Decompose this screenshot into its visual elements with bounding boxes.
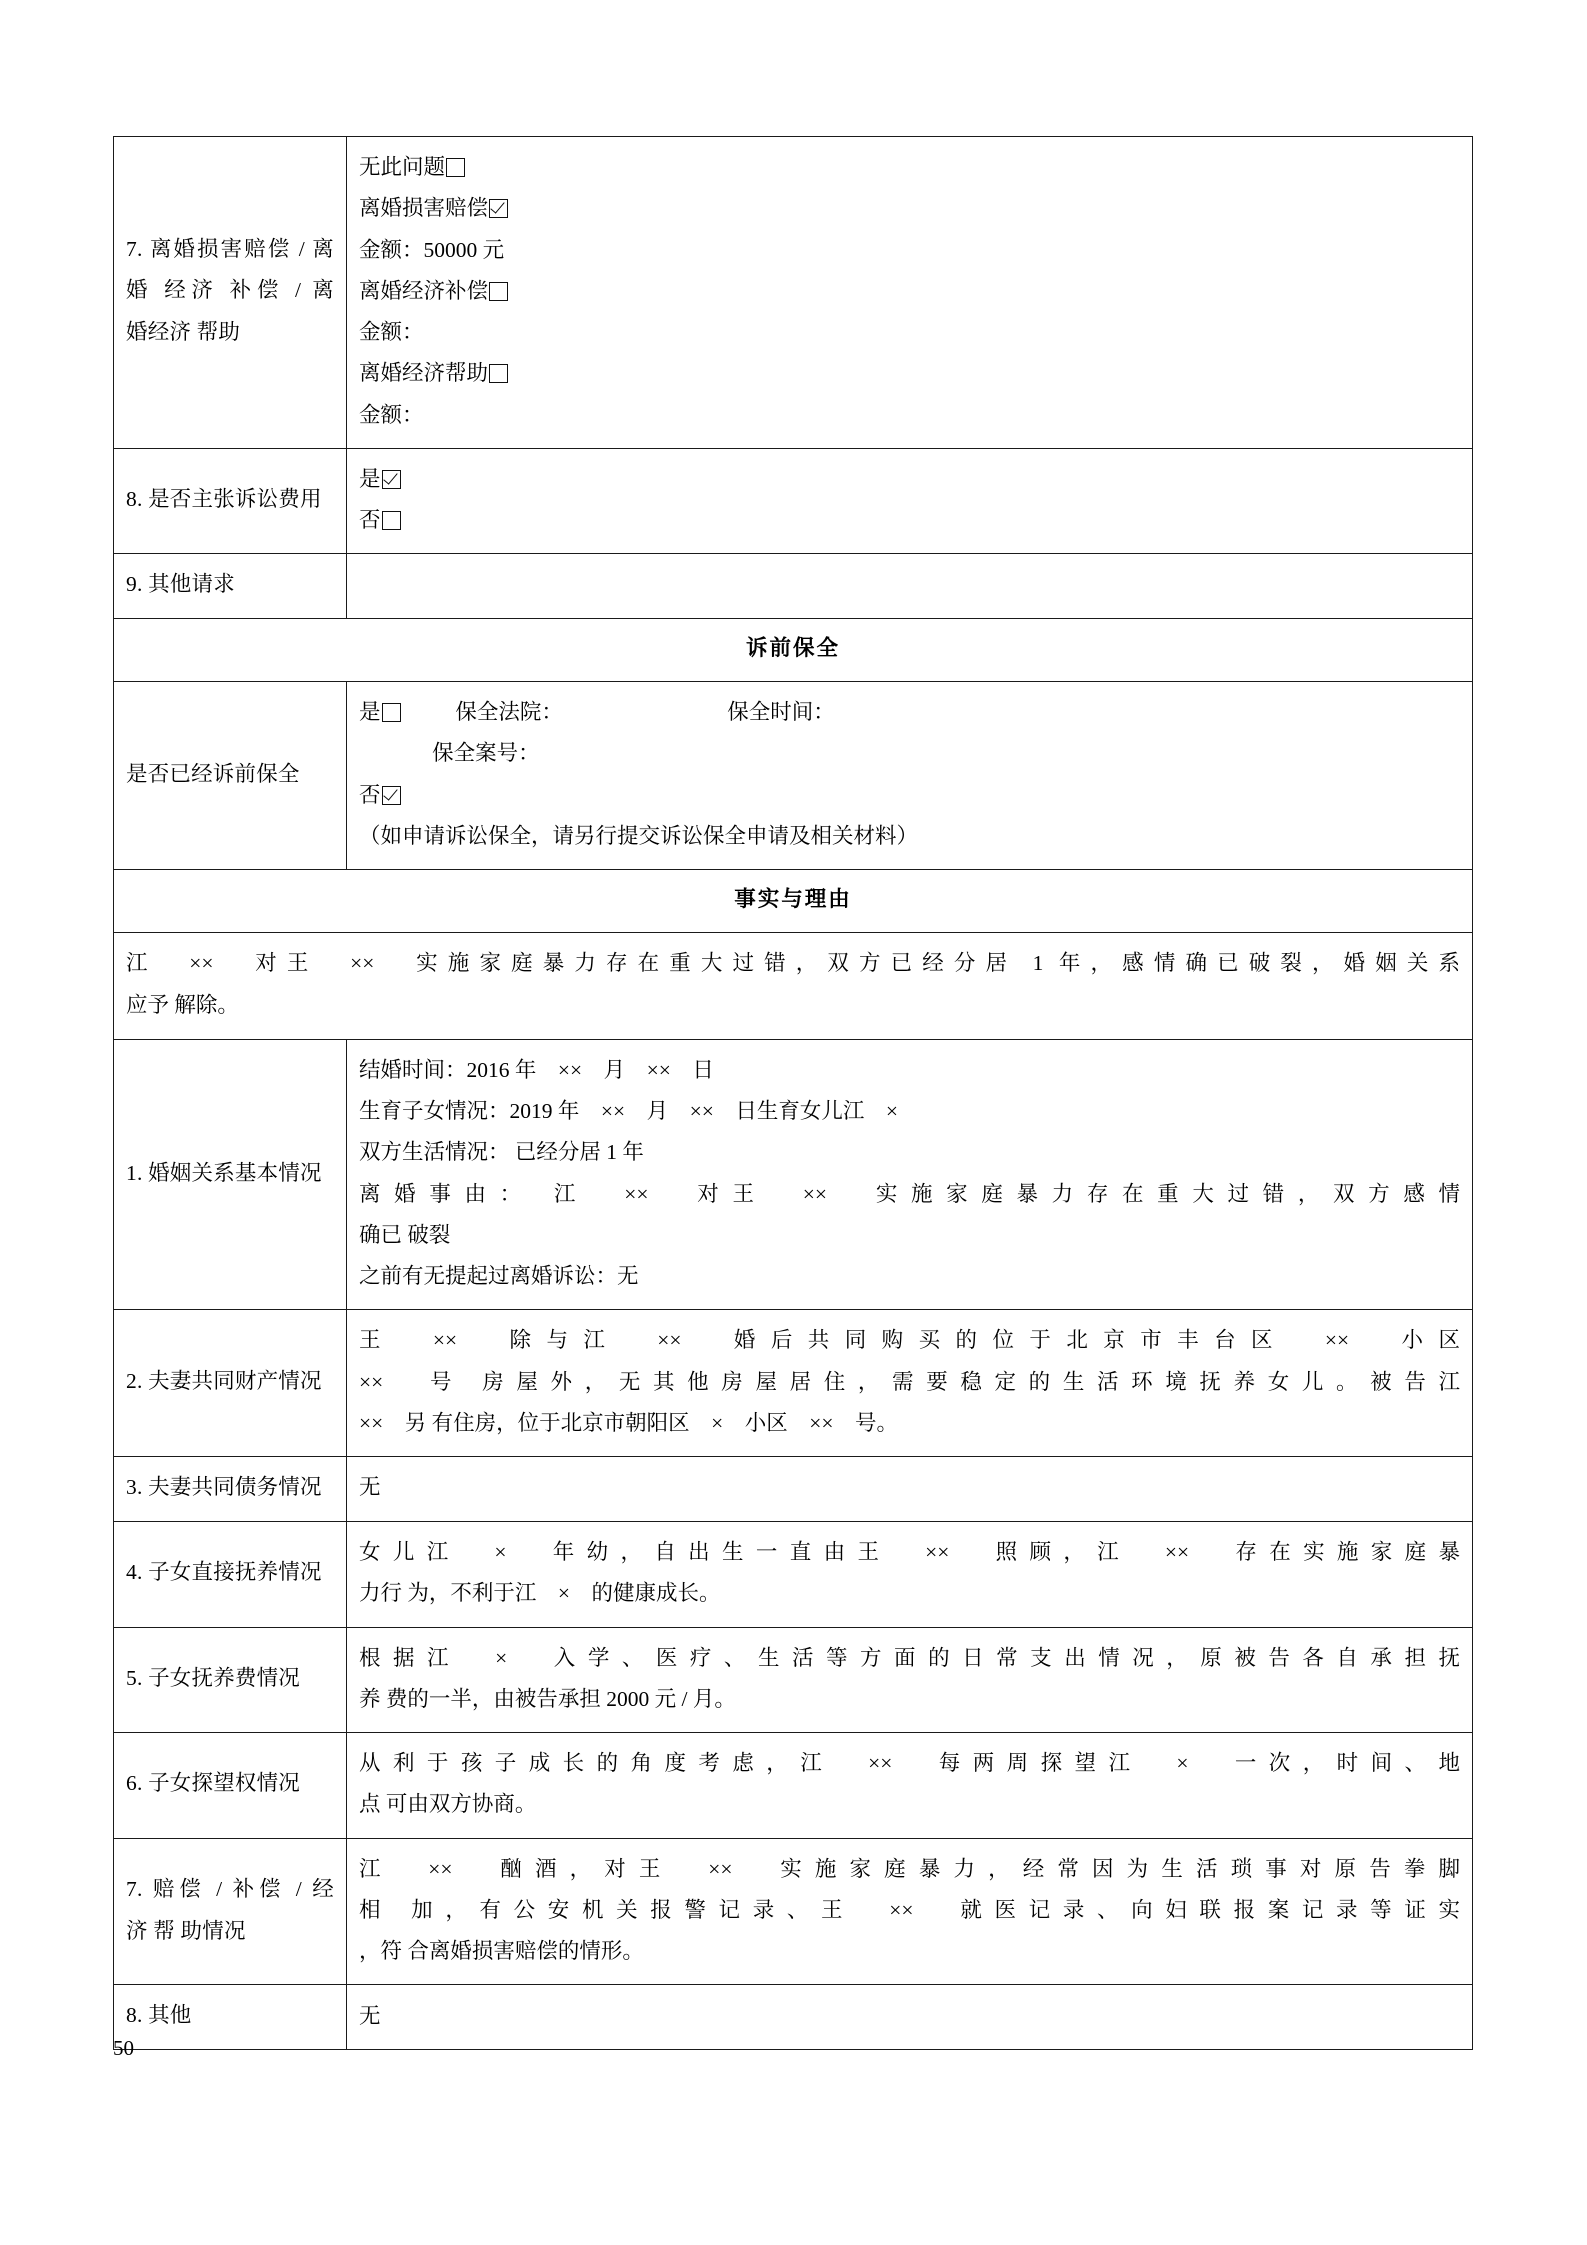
divorce-complaint-form — [113, 136, 1473, 2050]
option-yes — [359, 459, 1460, 500]
row-label-litigation-fee — [114, 448, 347, 554]
table-row — [114, 870, 1473, 933]
value-line: 离婚事由： 江 ×× 对王 ×× 实施家庭暴力存在重大过错，双方感情 — [359, 1181, 1460, 1206]
value-line: 根据江 × 入学、医疗、生活等方面的日常支出情况，原被告各自承担抚 — [359, 1645, 1460, 1670]
section-header-preservation: 诉前保全 — [114, 619, 1473, 682]
checkbox-litigation-fee-no[interactable] — [382, 511, 401, 530]
value-line: 无 — [359, 2003, 381, 2028]
option-economic-assistance — [359, 353, 1460, 394]
section-header-facts: 事实与理由 — [114, 870, 1473, 933]
checkbox-preservation-no[interactable] — [382, 786, 401, 805]
checkbox-economic-assistance[interactable] — [489, 364, 508, 383]
preservation-court-label: 保全法院： — [455, 700, 563, 725]
value-line: 力行 为，不利于江 × 的健康成长。 — [359, 1581, 721, 1606]
table-row — [114, 448, 1473, 554]
value-line: ×× 号 房屋外，无其他房屋居住，需要稳定的生活环境抚养女儿。被告江 — [359, 1369, 1460, 1394]
row-value-litigation-fee — [347, 448, 1473, 554]
row-label-line: 3. 夫妻共同债务情况 — [126, 1475, 322, 1500]
checkbox-damage-compensation[interactable] — [489, 199, 508, 218]
row-label-visitation — [114, 1733, 347, 1839]
checkbox-economic-compensation[interactable] — [489, 282, 508, 301]
page-number: 50 — [113, 2036, 134, 2060]
value-line: 之前有无提起过离婚诉讼：无 — [359, 1264, 639, 1289]
value-line: 女儿江 × 年幼，自出生一直由王 ×× 照顾，江 ×× 存在实施家庭暴 — [359, 1540, 1460, 1565]
option-label: 是 — [359, 466, 381, 491]
value-line: 相 加，有公安机关报警记录、王 ×× 就医记录、向妇联报案记录等证实 — [359, 1897, 1460, 1922]
value-line: 确已 破裂 — [359, 1222, 451, 1247]
option-label: 离婚经济帮助 — [359, 361, 489, 386]
row-label-line: 8. 是否主张诉讼费用 — [126, 487, 322, 512]
value-line: 点 可由双方协商。 — [359, 1792, 537, 1817]
preservation-no-line — [359, 775, 1460, 816]
row-label-line: 7. 赔偿 / 补偿 / 经 — [126, 1876, 334, 1901]
facts-summary-line: 江 ×× 对王 ×× 实施家庭暴力存在重大过错，双方已经分居 1 年，感情确已破裂，婚姻关系 — [126, 950, 1460, 975]
value-line: 从利于孩子成长的角度考虑，江 ×× 每两周探望江 × 一次，时间、地 — [359, 1751, 1460, 1776]
row-label-line: 7. 离婚损害赔偿 / 离 — [126, 236, 334, 261]
facts-summary — [114, 932, 1473, 1039]
table-row — [114, 554, 1473, 619]
row-label-common-debt — [114, 1457, 347, 1522]
row-value-compensation-facts — [347, 1838, 1473, 1985]
amount-economic-compensation: 金额： — [359, 320, 424, 345]
row-label-preservation — [114, 682, 347, 870]
row-value-common-property — [347, 1310, 1473, 1457]
table-row — [114, 1039, 1473, 1310]
table-row — [114, 682, 1473, 870]
option-no-issue — [359, 147, 1460, 188]
option-damage-compensation — [359, 188, 1460, 229]
option-label: 是 — [359, 700, 381, 725]
value-line: ×× 另 有住房，位于北京市朝阳区 × 小区 ×× 号。 — [359, 1410, 899, 1435]
row-label-other — [114, 1985, 347, 2050]
row-value-child-support — [347, 1627, 1473, 1733]
row-value-common-debt — [347, 1457, 1473, 1522]
row-value-marriage-basic — [347, 1039, 1473, 1310]
value-line: 养 费的一半，由被告承担 2000 元 / 月。 — [359, 1686, 736, 1711]
amount-damage-compensation: 金额：50000 元 — [359, 237, 505, 262]
amount-economic-assistance: 金额： — [359, 402, 424, 427]
value-line: 王 ×× 除与江 ×× 婚后共同购买的位于北京市丰台区 ×× 小区 — [359, 1328, 1460, 1353]
preservation-case-no-label: 保全案号： — [432, 741, 540, 766]
row-label-line: 6. 子女探望权情况 — [126, 1771, 301, 1796]
row-value-other — [347, 1985, 1473, 2050]
form-sheet — [113, 136, 1473, 2050]
value-line: ，符 合离婚损害赔偿的情形。 — [359, 1939, 644, 1964]
option-label: 无此问题 — [359, 155, 446, 179]
row-value-visitation — [347, 1733, 1473, 1839]
row-label-child-custody — [114, 1522, 347, 1628]
row-label-marriage-basic — [114, 1039, 347, 1310]
table-row — [114, 932, 1473, 1039]
value-line: 双方生活情况： 已经分居 1 年 — [359, 1140, 644, 1165]
row-label-line: 8. 其他 — [126, 2003, 192, 2028]
value-line: 无 — [359, 1475, 381, 1500]
preservation-yes-line — [359, 692, 1460, 733]
checkbox-litigation-fee-yes[interactable] — [382, 470, 401, 489]
row-label-line: 1. 婚姻关系基本情况 — [126, 1160, 322, 1185]
table-row — [114, 619, 1473, 682]
facts-summary-line: 应予 解除。 — [126, 992, 239, 1017]
row-label-line: 4. 子女直接抚养情况 — [126, 1560, 322, 1585]
row-value-other-claims[interactable] — [347, 554, 1473, 619]
row-label-line: 是否已经诉前保全 — [126, 761, 300, 786]
value-line: 生育子女情况：2019 年 ×× 月 ×× 日生育女儿江 × — [359, 1099, 899, 1124]
table-row — [114, 137, 1473, 449]
preservation-note: （如申请诉讼保全，请另行提交诉讼保全申请及相关材料） — [359, 823, 919, 848]
value-line: 结婚时间：2016 年 ×× 月 ×× 日 — [359, 1057, 714, 1082]
table-row — [114, 1733, 1473, 1839]
row-label-line: 婚 经济 补偿 / 离 — [126, 278, 334, 303]
row-label-line: 婚经济 帮助 — [126, 320, 241, 345]
table-row — [114, 1627, 1473, 1733]
table-row — [114, 1985, 1473, 2050]
table-row — [114, 1457, 1473, 1522]
value-line: 江 ×× 酗酒，对王 ×× 实施家庭暴力，经常因为生活琐事对原告拳脚 — [359, 1856, 1460, 1881]
option-economic-compensation — [359, 271, 1460, 312]
option-label: 离婚损害赔偿 — [359, 196, 489, 221]
row-label-line: 9. 其他请求 — [126, 572, 235, 597]
preservation-time-label: 保全时间： — [727, 700, 835, 725]
option-no — [359, 500, 1460, 541]
row-label-line: 2. 夫妻共同财产情况 — [126, 1369, 322, 1394]
row-value-preservation — [347, 682, 1473, 870]
option-label: 离婚经济补偿 — [359, 278, 489, 303]
row-label-line: 5. 子女抚养费情况 — [126, 1665, 301, 1690]
table-row — [114, 1310, 1473, 1457]
row-label-compensation-facts — [114, 1838, 347, 1985]
row-label-line: 济 帮 助情况 — [126, 1918, 246, 1943]
row-value-compensation — [347, 137, 1473, 449]
table-row — [114, 1838, 1473, 1985]
preservation-case-no-line — [359, 733, 1460, 774]
row-value-child-custody — [347, 1522, 1473, 1628]
row-label-common-property — [114, 1310, 347, 1457]
checkbox-preservation-yes[interactable] — [382, 703, 401, 722]
row-label-other-claims — [114, 554, 347, 619]
option-label: 否 — [359, 508, 381, 533]
row-label-child-support — [114, 1627, 347, 1733]
row-label-compensation — [114, 137, 347, 449]
table-row — [114, 1522, 1473, 1628]
checkbox-no-issue[interactable] — [446, 158, 465, 177]
option-label: 否 — [359, 782, 381, 807]
